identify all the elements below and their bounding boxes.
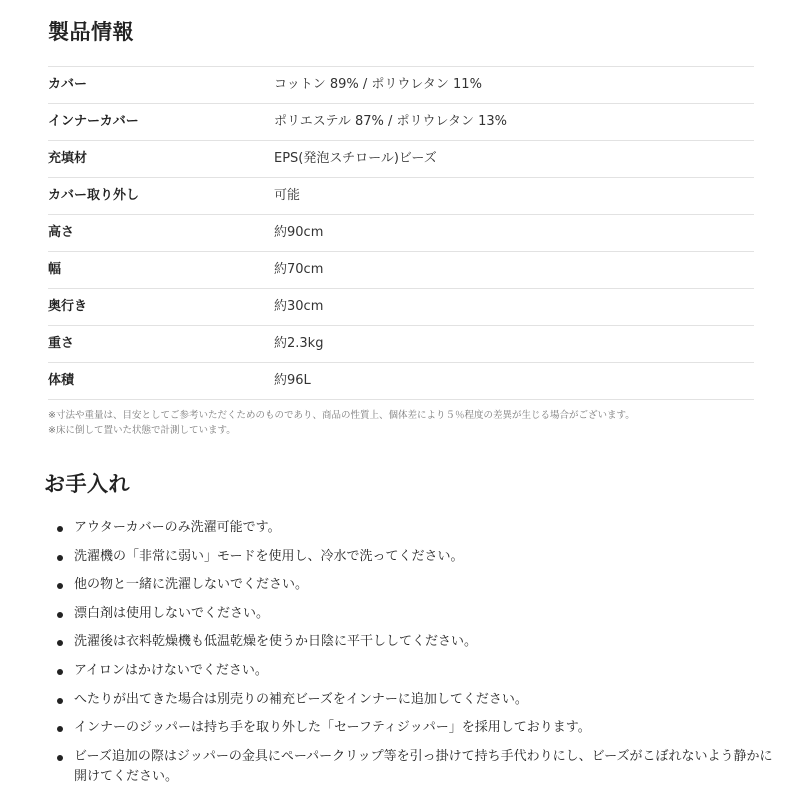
spec-label: 体積 <box>48 373 75 388</box>
care-item-text: ビーズ追加の際はジッパーの金具にペーパークリップ等を引っ掛けて持ち手代わりにし、ビーズがこぼれないよう静かに開けてください。 <box>74 748 773 784</box>
spec-row-volume <box>48 363 754 400</box>
list-item <box>55 632 775 652</box>
list-item <box>55 547 775 567</box>
list-item <box>55 690 775 710</box>
spec-value: 可能 <box>274 188 301 203</box>
spec-label: 奥行き <box>48 299 88 314</box>
bullet-icon <box>57 583 63 589</box>
spec-value: ポリエステル 87% / ポリウレタン 13% <box>274 114 508 129</box>
bullet-icon <box>57 555 63 561</box>
spec-row-width <box>48 252 754 289</box>
spec-table <box>48 66 754 400</box>
spec-label: 充填材 <box>48 151 88 166</box>
spec-label: 重さ <box>48 336 75 351</box>
note-measurement: ※床に倒して置いた状態で計測しています。 <box>48 425 236 436</box>
spec-row-weight <box>48 326 754 363</box>
bullet-icon <box>57 526 63 532</box>
bullet-icon <box>57 755 63 761</box>
care-list <box>55 518 775 795</box>
spec-label: 幅 <box>48 262 62 277</box>
care-item-text: アイロンはかけないでください。 <box>74 662 268 678</box>
bullet-icon <box>57 726 63 732</box>
care-item-text: 洗濯後は衣料乾燥機も低温乾燥を使うか日陰に平干ししてください。 <box>74 634 478 650</box>
note-dimensions: ※寸法や重量は、目安としてご参考いただくためのものであり、商品の性質上、個体差により５％程度の差異が生じる場合がございます。 <box>48 410 635 421</box>
care-item-text: 漂白剤は使用しないでください。 <box>74 605 270 621</box>
spec-label: インナーカバー <box>48 114 139 129</box>
list-item <box>55 575 775 595</box>
bullet-icon <box>57 669 63 675</box>
list-item <box>55 518 775 538</box>
spec-value: コットン 89% / ポリウレタン 11% <box>274 77 482 92</box>
spec-value: EPS(発泡スチロール)ビーズ <box>274 151 437 166</box>
spec-row-depth <box>48 289 754 326</box>
spec-row-height <box>48 215 754 252</box>
spec-row-cover <box>48 67 754 104</box>
care-item-text: 洗濯機の「非常に弱い」モードを使用し、冷水で洗ってください。 <box>74 548 464 564</box>
list-item <box>55 604 775 624</box>
spec-row-cover-removal <box>48 178 754 215</box>
spec-label: カバー取り外し <box>48 188 140 203</box>
spec-value: 約2.3kg <box>274 336 324 351</box>
spec-value: 約90cm <box>274 225 324 240</box>
bullet-icon <box>57 612 63 618</box>
list-item <box>55 747 775 787</box>
care-item-text: 他の物と一緒に洗濯しないでください。 <box>74 577 309 593</box>
spec-value: 約70cm <box>274 262 324 277</box>
list-item <box>55 661 775 681</box>
spec-label: 高さ <box>48 225 75 240</box>
care-heading: お手入れ <box>44 472 130 496</box>
spec-row-inner-cover <box>48 104 754 141</box>
spec-label: カバー <box>48 77 88 92</box>
spec-row-filling <box>48 141 754 178</box>
list-item <box>55 718 775 738</box>
spec-value: 約30cm <box>274 299 324 314</box>
product-info-heading: 製品情報 <box>48 20 134 44</box>
bullet-icon <box>57 640 63 646</box>
care-item-text: へたりが出てきた場合は別売りの補充ビーズをインナーに追加してください。 <box>74 691 528 707</box>
bullet-icon <box>57 698 63 704</box>
care-item-text: インナーのジッパーは持ち手を取り外した「セーフティジッパー」を採用しております。 <box>74 720 591 736</box>
spec-notes <box>48 408 768 438</box>
spec-value: 約96L <box>274 373 311 388</box>
care-item-text: アウターカバーのみ洗濯可能です。 <box>74 520 281 535</box>
